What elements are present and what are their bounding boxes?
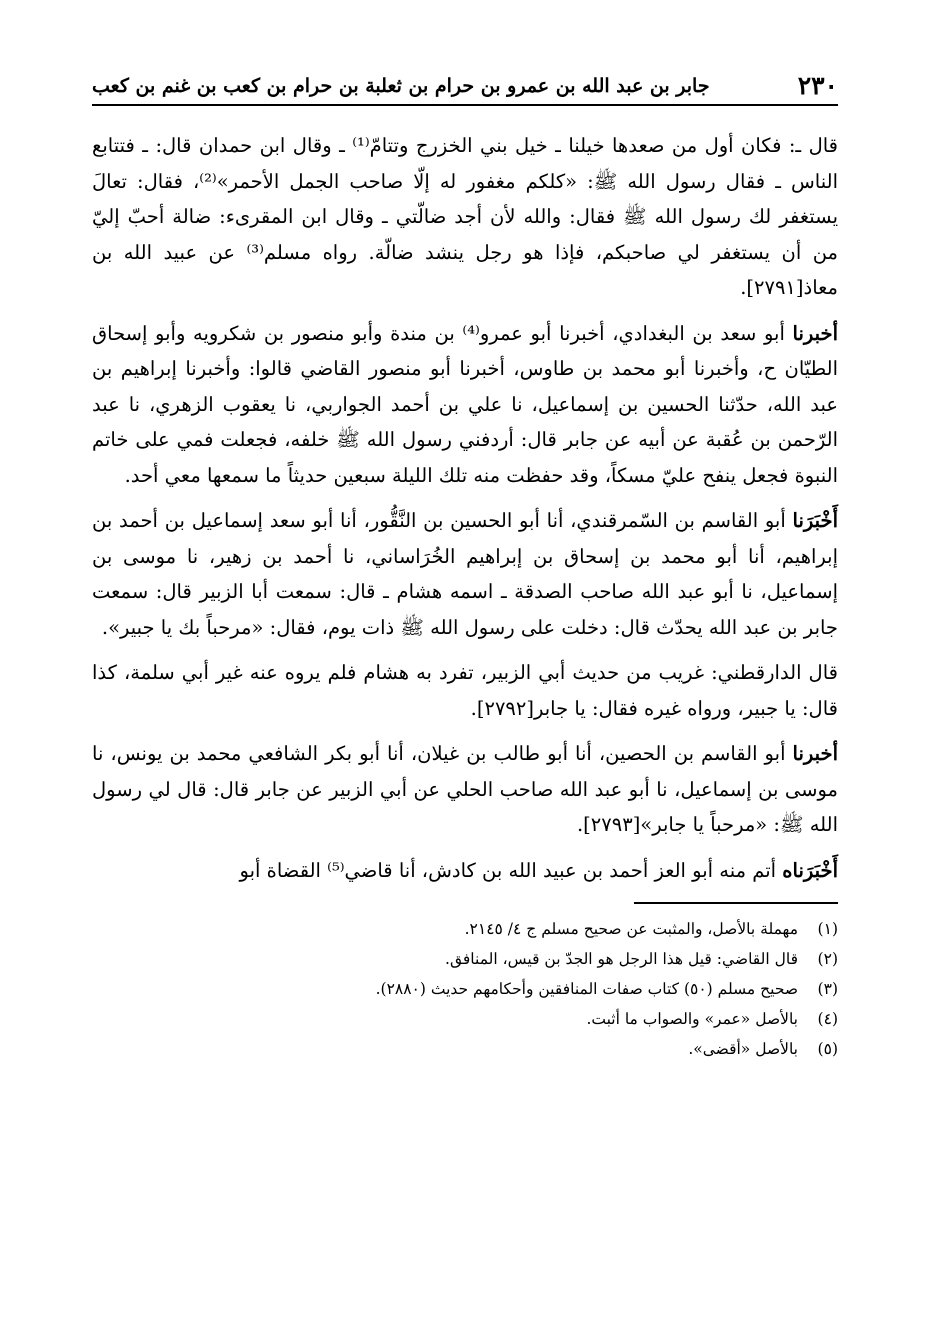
footnote-4 bbox=[222, 1004, 838, 1034]
paragraph-5 bbox=[92, 736, 838, 843]
footnote-text: صحيح مسلم (٥٠) كتاب صفات المنافقين وأحكامهم حديث (٢٨٨٠). bbox=[375, 980, 798, 998]
footnote-5 bbox=[222, 1034, 838, 1064]
footnotes bbox=[222, 914, 838, 1064]
main-text bbox=[92, 128, 838, 888]
footnote-number: (٣) bbox=[817, 980, 838, 998]
footnote-number: (٢) bbox=[817, 950, 838, 968]
paragraph-2 bbox=[92, 316, 838, 494]
paragraph-text: قال الدارقطني: غريب من حديث أبي الزبير، تفرد به هشام فلم يروه عنه غير أبي سلمة، كذا قال: يا جبير، ورواه غيره فقال: يا جابر[٢٧٩٢]. bbox=[92, 661, 838, 720]
footnote-number: (١) bbox=[817, 920, 838, 938]
running-title: جابر بن عبد الله بن عمرو بن حرام بن ثعلبة بن حرام بن كعب بن غنم بن كعب bbox=[92, 75, 710, 97]
paragraph-6 bbox=[92, 853, 838, 889]
footnote-3 bbox=[222, 974, 838, 1004]
footnote-text: مهملة بالأصل، والمثبت عن صحيح مسلم ج ٤/ ٢١٤٥. bbox=[464, 920, 798, 938]
paragraph-1 bbox=[92, 128, 838, 306]
paragraph-text: أتم منه أبو العز أحمد بن عبيد الله بن كادش، أنا قاضي⁽⁵⁾ القضاة أبو bbox=[239, 858, 783, 882]
paragraph-lead: أخبرنا bbox=[792, 742, 838, 765]
book-page bbox=[92, 60, 838, 1310]
footnote-text: بالأصل «عمر» والصواب ما أثبت. bbox=[586, 1010, 798, 1028]
page-number: ٢٣٠ bbox=[797, 71, 838, 100]
footnote-number: (٥) bbox=[817, 1040, 838, 1058]
page-header bbox=[92, 60, 838, 106]
paragraph-text: قال ـ: فكان أول من صعدها خيلنا ـ خيل بني الخزرج وتتامّ⁽¹⁾ ـ وقال ابن حمدان قال: ـ فتتابع الناس ـ فقال رسول الله ﷺ: «كلكم مغفور له إلّا صاحب الجمل الأحمر»⁽²⁾، فقال: تعالَ يستغفر لك رسول الله ﷺ فقال: والله لأن أجد ضالّتي ـ وقال ابن المقرىء: ضالة أحبّ إليّ من أن يستغفر لي صاحبكم، فإذا هو رجل ينشد ضالّة. رواه مسلم⁽³⁾ عن عبيد الله بن معاذ[٢٧٩١]. bbox=[92, 134, 839, 299]
footnote-text: بالأصل «أقضى». bbox=[688, 1040, 798, 1058]
paragraph-text: أبو سعد بن البغدادي، أخبرنا أبو عمرو⁽⁴⁾ بن مندة وأبو منصور بن شكرويه وأبو إسحاق الطيّان ح، وأخبرنا أبو محمد بن طاوس، أخبرنا أبو منصور القاضي قالوا: وأخبرنا إبراهيم بن عبد الله، حدّثنا الحسين بن إسماعيل، نا علي بن أحمد الجواربي، نا يعقوب الزهري، نا عبد الرّحمن بن عُقبة عن أبيه عن جابر قال: أردفني رسول الله ﷺ خلفه، فجعلت فمي على خاتم النبوة فجعل ينفح عليّ مسكاً، وقد حفظت منه تلك الليلة سبعين حديثاً ما سمعها معي أحد. bbox=[92, 321, 838, 487]
footnote-number: (٤) bbox=[817, 1010, 838, 1028]
paragraph-4 bbox=[92, 655, 838, 726]
footnote-separator bbox=[634, 902, 838, 904]
paragraph-text: أبو القاسم بن الحصين، أنا أبو طالب بن غيلان، أنا أبو بكر الشافعي محمد بن يونس، نا موسى بن إسماعيل، نا أبو عبد الله صاحب الحلي عن أبي الزبير عن جابر قال: قال لي رسول الله ﷺ: «مرحباً يا جابر»[٢٧٩٣]. bbox=[92, 742, 838, 836]
paragraph-text: أبو القاسم بن السّمرقندي، أنا أبو الحسين بن النَّقُّور، أنا أبو سعد إسماعيل بن أحمد بن إبراهيم، أنا أبو محمد بن إسحاق بن إبراهيم الخُرَاساني، نا أحمد بن زهير، نا موسى بن إسماعيل، نا أبو عبد الله صاحب الصدقة ـ اسمه هشام ـ قال: سمعت أبا الزبير قال: سمعت جابر بن عبد الله يحدّث قال: دخلت على رسول الله ﷺ ذات يوم، فقال: «مرحباً بك يا جبير». bbox=[92, 509, 838, 639]
paragraph-lead: أخبرنا bbox=[792, 321, 838, 345]
footnote-2 bbox=[222, 944, 838, 974]
paragraph-lead: أَخْبَرَناه bbox=[782, 858, 838, 882]
footnote-text: قال القاضي: قيل هذا الرجل هو الجدّ بن قيس، المنافق. bbox=[445, 950, 798, 968]
paragraph-lead: أَخْبَرَنا bbox=[792, 509, 838, 532]
footnote-1 bbox=[222, 914, 838, 944]
paragraph-3 bbox=[92, 503, 838, 645]
